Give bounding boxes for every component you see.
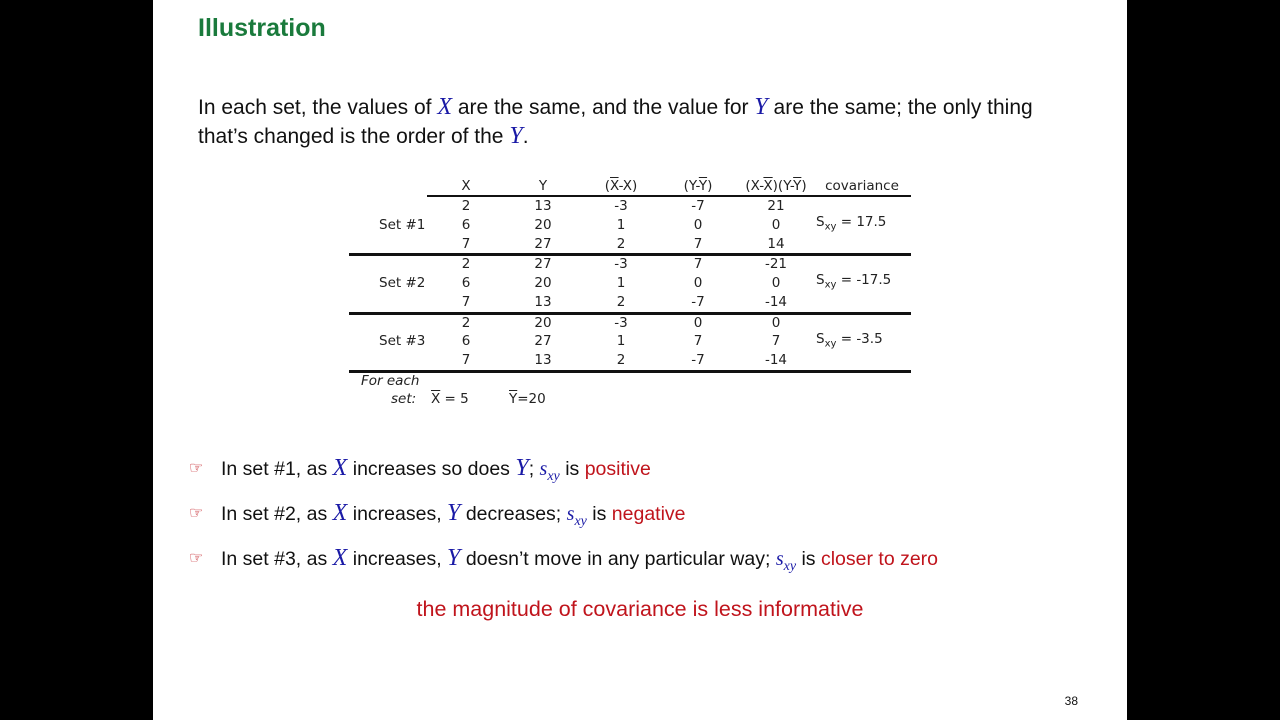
slide-title: Illustration	[198, 14, 326, 42]
bullet-item	[189, 500, 1089, 545]
footer-xbar: $\overline{X} = 5$	[431, 391, 469, 407]
pointing-hand-icon: ☞	[189, 505, 204, 522]
table-header: X	[461, 178, 471, 194]
table-header: $(X-\overline{X})(Y-\overline{Y})$	[745, 178, 807, 194]
bullet-item	[189, 455, 1089, 500]
table-cell: 20	[534, 275, 552, 291]
intro-part: are the same; the only thing that’s changed is the order of the	[198, 96, 1033, 148]
table-cell: 0	[693, 217, 703, 233]
intro-part: are the same, and the value for	[452, 96, 755, 119]
table-cell: -14	[764, 352, 788, 368]
table-cell: 0	[693, 275, 703, 291]
covariance-table	[349, 175, 911, 415]
table-cell: 2	[616, 294, 626, 310]
table-header: $(Y-\overline{Y})$	[683, 178, 713, 194]
table-cell: 27	[534, 333, 552, 349]
table-cell: 6	[461, 275, 471, 291]
table-cell: -3	[614, 315, 628, 331]
conclusion-text: the magnitude of covariance is less informative	[416, 597, 864, 621]
math-y: Y	[754, 94, 768, 120]
set-rule	[349, 312, 911, 315]
covariance-value: $S_{xy} = 17.5$	[816, 214, 887, 233]
table-cell: 27	[534, 256, 552, 272]
bullet-item	[189, 545, 1089, 590]
table-cell: 2	[461, 256, 471, 272]
table-cell: 13	[534, 352, 552, 368]
table-cell: 2	[461, 315, 471, 331]
page-number: 38	[1064, 694, 1078, 708]
table-header: Y	[538, 178, 548, 194]
table-cell: 1	[616, 275, 626, 291]
pointing-hand-icon: ☞	[189, 550, 204, 567]
table-cell: 7	[461, 294, 471, 310]
table-cell: 6	[461, 333, 471, 349]
table-cell: 13	[534, 294, 552, 310]
pointing-hand-icon: ☞	[189, 460, 204, 477]
intro-part: .	[522, 125, 529, 148]
table-cell: 2	[461, 198, 471, 214]
table-cell: 0	[771, 315, 781, 331]
table-cell: 0	[771, 275, 781, 291]
table-cell: 7	[771, 333, 781, 349]
intro-text	[198, 93, 1078, 151]
bullet-text: In set #1, as X increases so does Y; $s_{xy}$ is positive	[221, 455, 651, 484]
math-y: Y	[509, 123, 523, 149]
table-cell: -21	[764, 256, 788, 272]
table-cell: -7	[691, 352, 705, 368]
math-x: X	[437, 94, 452, 120]
set-label: Set #2	[379, 275, 426, 291]
header-rule	[427, 195, 911, 197]
set-label: Set #1	[379, 217, 426, 233]
table-cell: 7	[693, 333, 703, 349]
table-cell: 7	[461, 352, 471, 368]
table-cell: 27	[534, 236, 552, 252]
bullet-list	[189, 455, 1089, 590]
table-cell: 7	[693, 256, 703, 272]
bullet-text: In set #2, as X increases, Y decreases; $s_{xy}$ is negative	[221, 500, 686, 529]
intro-part: In each set, the values of	[198, 96, 438, 119]
table-cell: 13	[534, 198, 552, 214]
slide	[153, 0, 1127, 720]
table-header: covariance	[825, 178, 899, 194]
bullet-text: In set #3, as X increases, Y doesn’t move in any particular way; $s_{xy}$ is closer to zero	[221, 545, 939, 574]
table-cell: 0	[693, 315, 703, 331]
table-cell: 1	[616, 333, 626, 349]
table-cell: 20	[534, 315, 552, 331]
footer-for-each: For each	[361, 373, 420, 389]
footer-ybar: $\overline{Y}=20$	[509, 391, 546, 407]
table-cell: 6	[461, 217, 471, 233]
set-rule	[349, 253, 911, 256]
table-cell: 7	[461, 236, 471, 252]
table-cell: 7	[693, 236, 703, 252]
set-rule	[349, 370, 911, 373]
table-cell: -3	[614, 256, 628, 272]
covariance-value: $S_{xy} = -3.5$	[816, 331, 883, 350]
footer-set: set:	[391, 391, 417, 407]
table-cell: 0	[771, 217, 781, 233]
table-cell: 20	[534, 217, 552, 233]
table-cell: 2	[616, 352, 626, 368]
table-cell: -14	[764, 294, 788, 310]
table-cell: 2	[616, 236, 626, 252]
table-header: $(\overline{X}-X)$	[604, 178, 638, 194]
table-cell: 14	[767, 236, 785, 252]
table-cell: 21	[767, 198, 785, 214]
table-cell: -7	[691, 294, 705, 310]
covariance-value: $S_{xy} = -17.5$	[816, 272, 892, 291]
table-cell: -3	[614, 198, 628, 214]
table-cell: -7	[691, 198, 705, 214]
table-cell: 1	[616, 217, 626, 233]
set-label: Set #3	[379, 333, 426, 349]
